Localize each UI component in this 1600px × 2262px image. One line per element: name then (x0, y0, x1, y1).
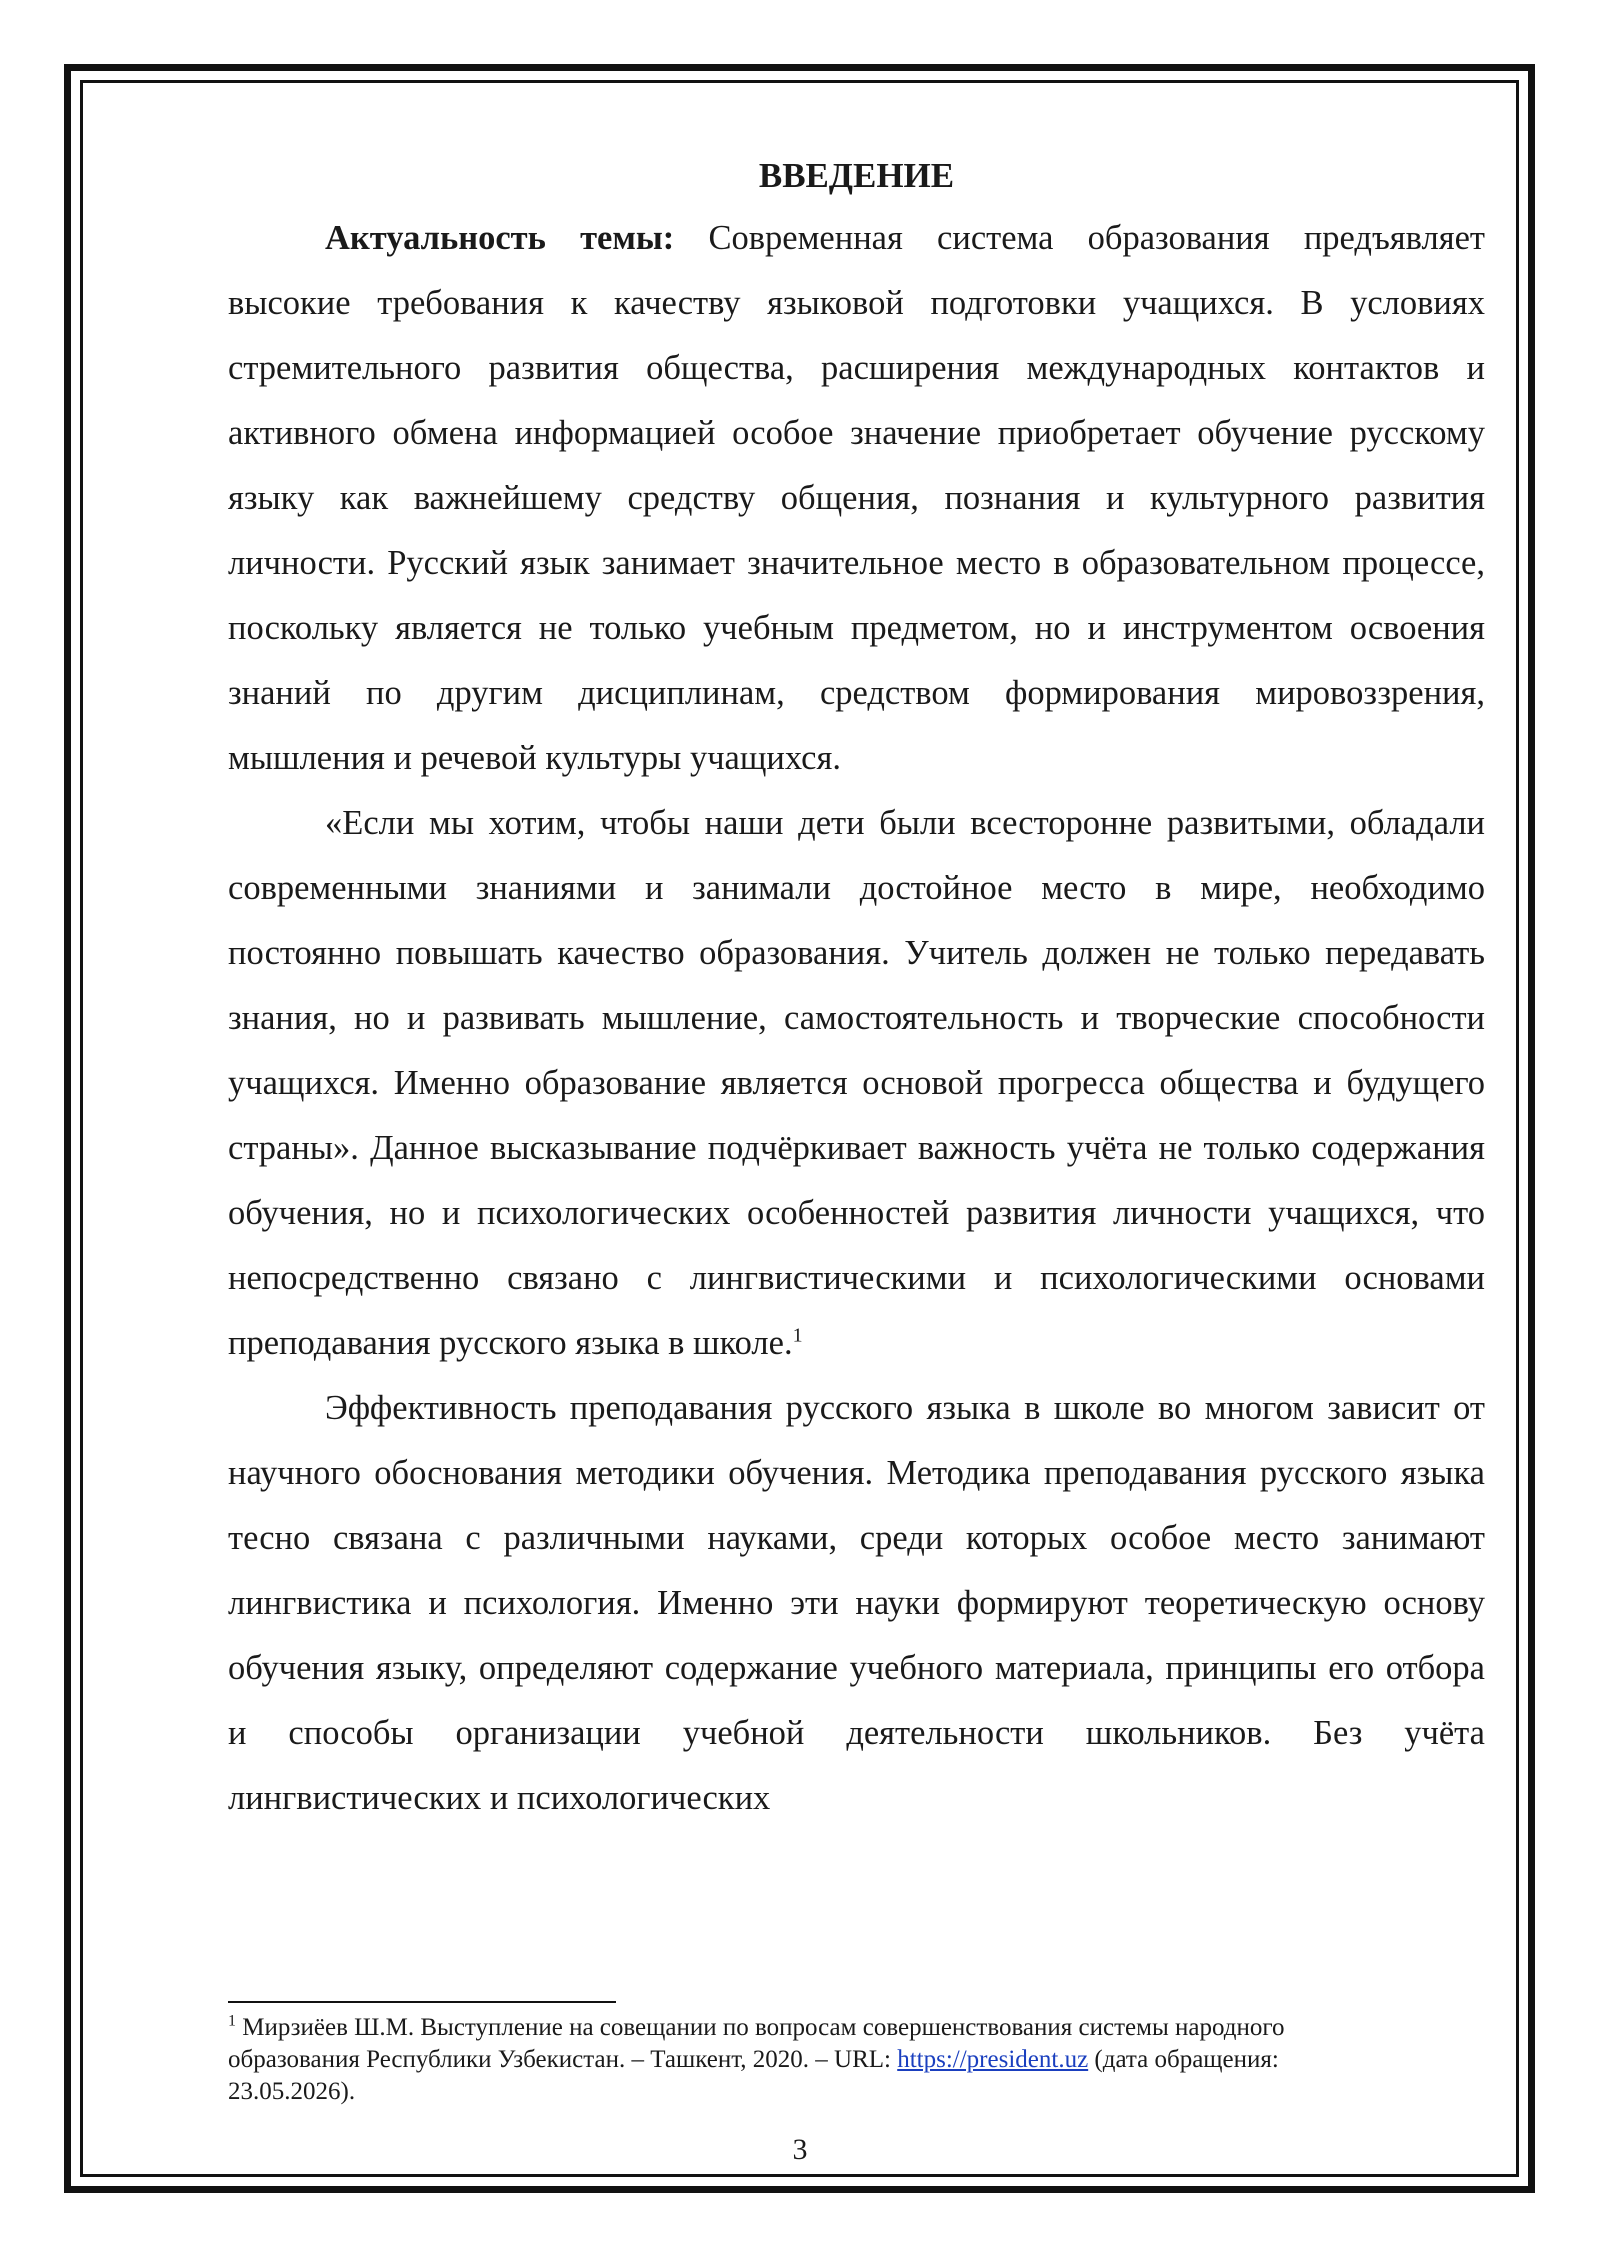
footnote-separator (228, 2001, 616, 2003)
paragraph-effectiveness (228, 1376, 1485, 1831)
paragraph-relevance-text: Современная система образования предъявляет высокие требования к качеству языковой подготовки учащихся. В условиях стремительного развития общества, расширения международных контактов и активного обмена информацией особое значение приобретает обучение русскому языку как важнейшему средству общения, познания и культурного развития личности. Русский язык занимает значительное место в образовательном процессе, поскольку является не только учебным предметом, но и инструментом освоения знаний по другим дисциплинам, средством формирования мировоззрения, мышления и речевой культуры учащихся. (228, 219, 1485, 777)
paragraph-effectiveness-text: Эффективность преподавания русского языка в школе во многом зависит от научного обоснования методики обучения. Методика преподавания русского языка тесно связана с различными науками, среди которых особое место занимают лингвистика и психология. Именно эти науки формируют теоретическую основу обучения языку, определяют содержание учебного материала, принципы его отбора и способы организации учебной деятельности школьников. Без учёта лингвистических и психологических (228, 1389, 1485, 1817)
footnote-marker: 1 (228, 2012, 236, 2030)
paragraph-quote (228, 791, 1485, 1376)
paragraph-relevance (228, 206, 1485, 791)
footnote-link[interactable]: https://president.uz (897, 2046, 1089, 2073)
footnote-reference[interactable]: 1 (792, 1324, 803, 1347)
footnote-text-tail: (дата обращения: 23.05.2026). (228, 2046, 1279, 2105)
footnote (228, 2012, 1408, 2108)
document-body (228, 146, 1485, 1831)
paragraph-lead-bold: Актуальность темы: (325, 219, 675, 257)
footnote-text: Мирзиёев Ш.М. Выступление на совещании по вопросам совершенствования системы народного образования Республики Узбекистан. – Ташкент, 2020. – URL: (228, 2014, 1285, 2073)
page-number: 3 (792, 2133, 808, 2166)
section-heading: ВВЕДЕНИЕ (758, 156, 955, 195)
paragraph-quote-text: «Если мы хотим, чтобы наши дети были всесторонне развитыми, обладали современными знаниями и занимали достойное место в мире, необходимо постоянно повышать качество образования. Учитель должен не только передавать знания, но и развивать мышление, самостоятельность и творческие способности учащихся. Именно образование является основой прогресса общества и будущего страны». Данное высказывание подчёркивает важность учёта не только содержания обучения, но и психологических особенностей развития личности учащихся, что непосредственно связано с лингвистическими и психологическими основами преподавания русского языка в школе. (228, 804, 1485, 1362)
